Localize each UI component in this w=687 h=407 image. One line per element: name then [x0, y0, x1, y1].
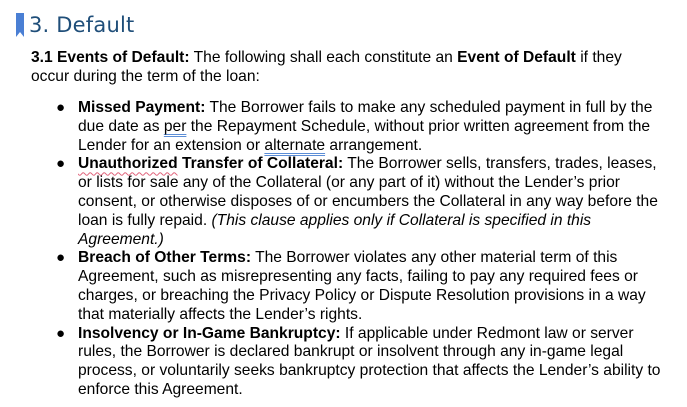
item-title [78, 155, 343, 172]
bullet-marker: ● [56, 324, 66, 342]
item-title: Breach of Other Terms: [78, 249, 252, 267]
item-text: the Repayment Schedule, without prior written agreement from the Lender for an extension or [78, 117, 651, 154]
section-heading [15, 10, 134, 40]
intro-text-after: if they occur during the term of the loan: [31, 49, 622, 85]
intro-paragraph [31, 49, 661, 86]
heading-text: 3. Default [29, 13, 135, 37]
list-item-insolvency [56, 324, 663, 400]
item-title: Missed Payment: [78, 99, 206, 116]
grammar-flagged-word[interactable]: per [163, 117, 187, 135]
grammar-flagged-word[interactable]: alternate [264, 136, 326, 154]
intro-term: Event of Default [457, 49, 576, 66]
item-title-rest: Transfer of Collateral: [177, 155, 344, 173]
spelling-flagged-word[interactable]: Unauthorized [78, 155, 178, 173]
intro-text-before: The following shall each constitute an [189, 49, 458, 66]
intro-label: 3.1 Events of Default: [31, 49, 190, 66]
item-title: Insolvency or In-Game Bankruptcy: [78, 324, 341, 342]
bullet-marker: ● [56, 155, 66, 173]
item-text: arrangement. [325, 136, 423, 154]
events-list [56, 99, 663, 400]
bullet-marker: ● [56, 249, 66, 267]
list-item-unauthorized-transfer [56, 155, 663, 249]
item-note: (This clause applies only if Collateral is specified in this Agreement.) [78, 211, 592, 248]
bookmark-icon [15, 13, 25, 37]
item-text: If applicable under Redmont law or server rules, the Borrower is declared bankrupt or insolvent through any in-game legal process, or voluntarily seeks bankruptcy protection that affects the Lender’s ability to enforce this Agreement. [78, 324, 661, 398]
item-text: The Borrower sells, transfers, trades, leases, or lists for sale any of the Collateral (or any part of it) without the Lender’s prior consent, or otherwise disposes of or encumbers the Collateral in any way before the loan is fully repaid. [78, 155, 658, 229]
item-text: The Borrower violates any other material term of this Agreement, such as misrepresenting any facts, failing to pay any required fees or charges, or breaching the Privacy Policy or Dispute Resolution provisions in a way that materially affects the Lender’s rights. [78, 249, 646, 323]
bullet-marker: ● [56, 99, 66, 116]
list-item-breach-of-terms [56, 249, 663, 324]
item-text: The Borrower fails to make any scheduled payment in full by the due date as [78, 99, 653, 135]
list-item-missed-payment [56, 99, 663, 155]
